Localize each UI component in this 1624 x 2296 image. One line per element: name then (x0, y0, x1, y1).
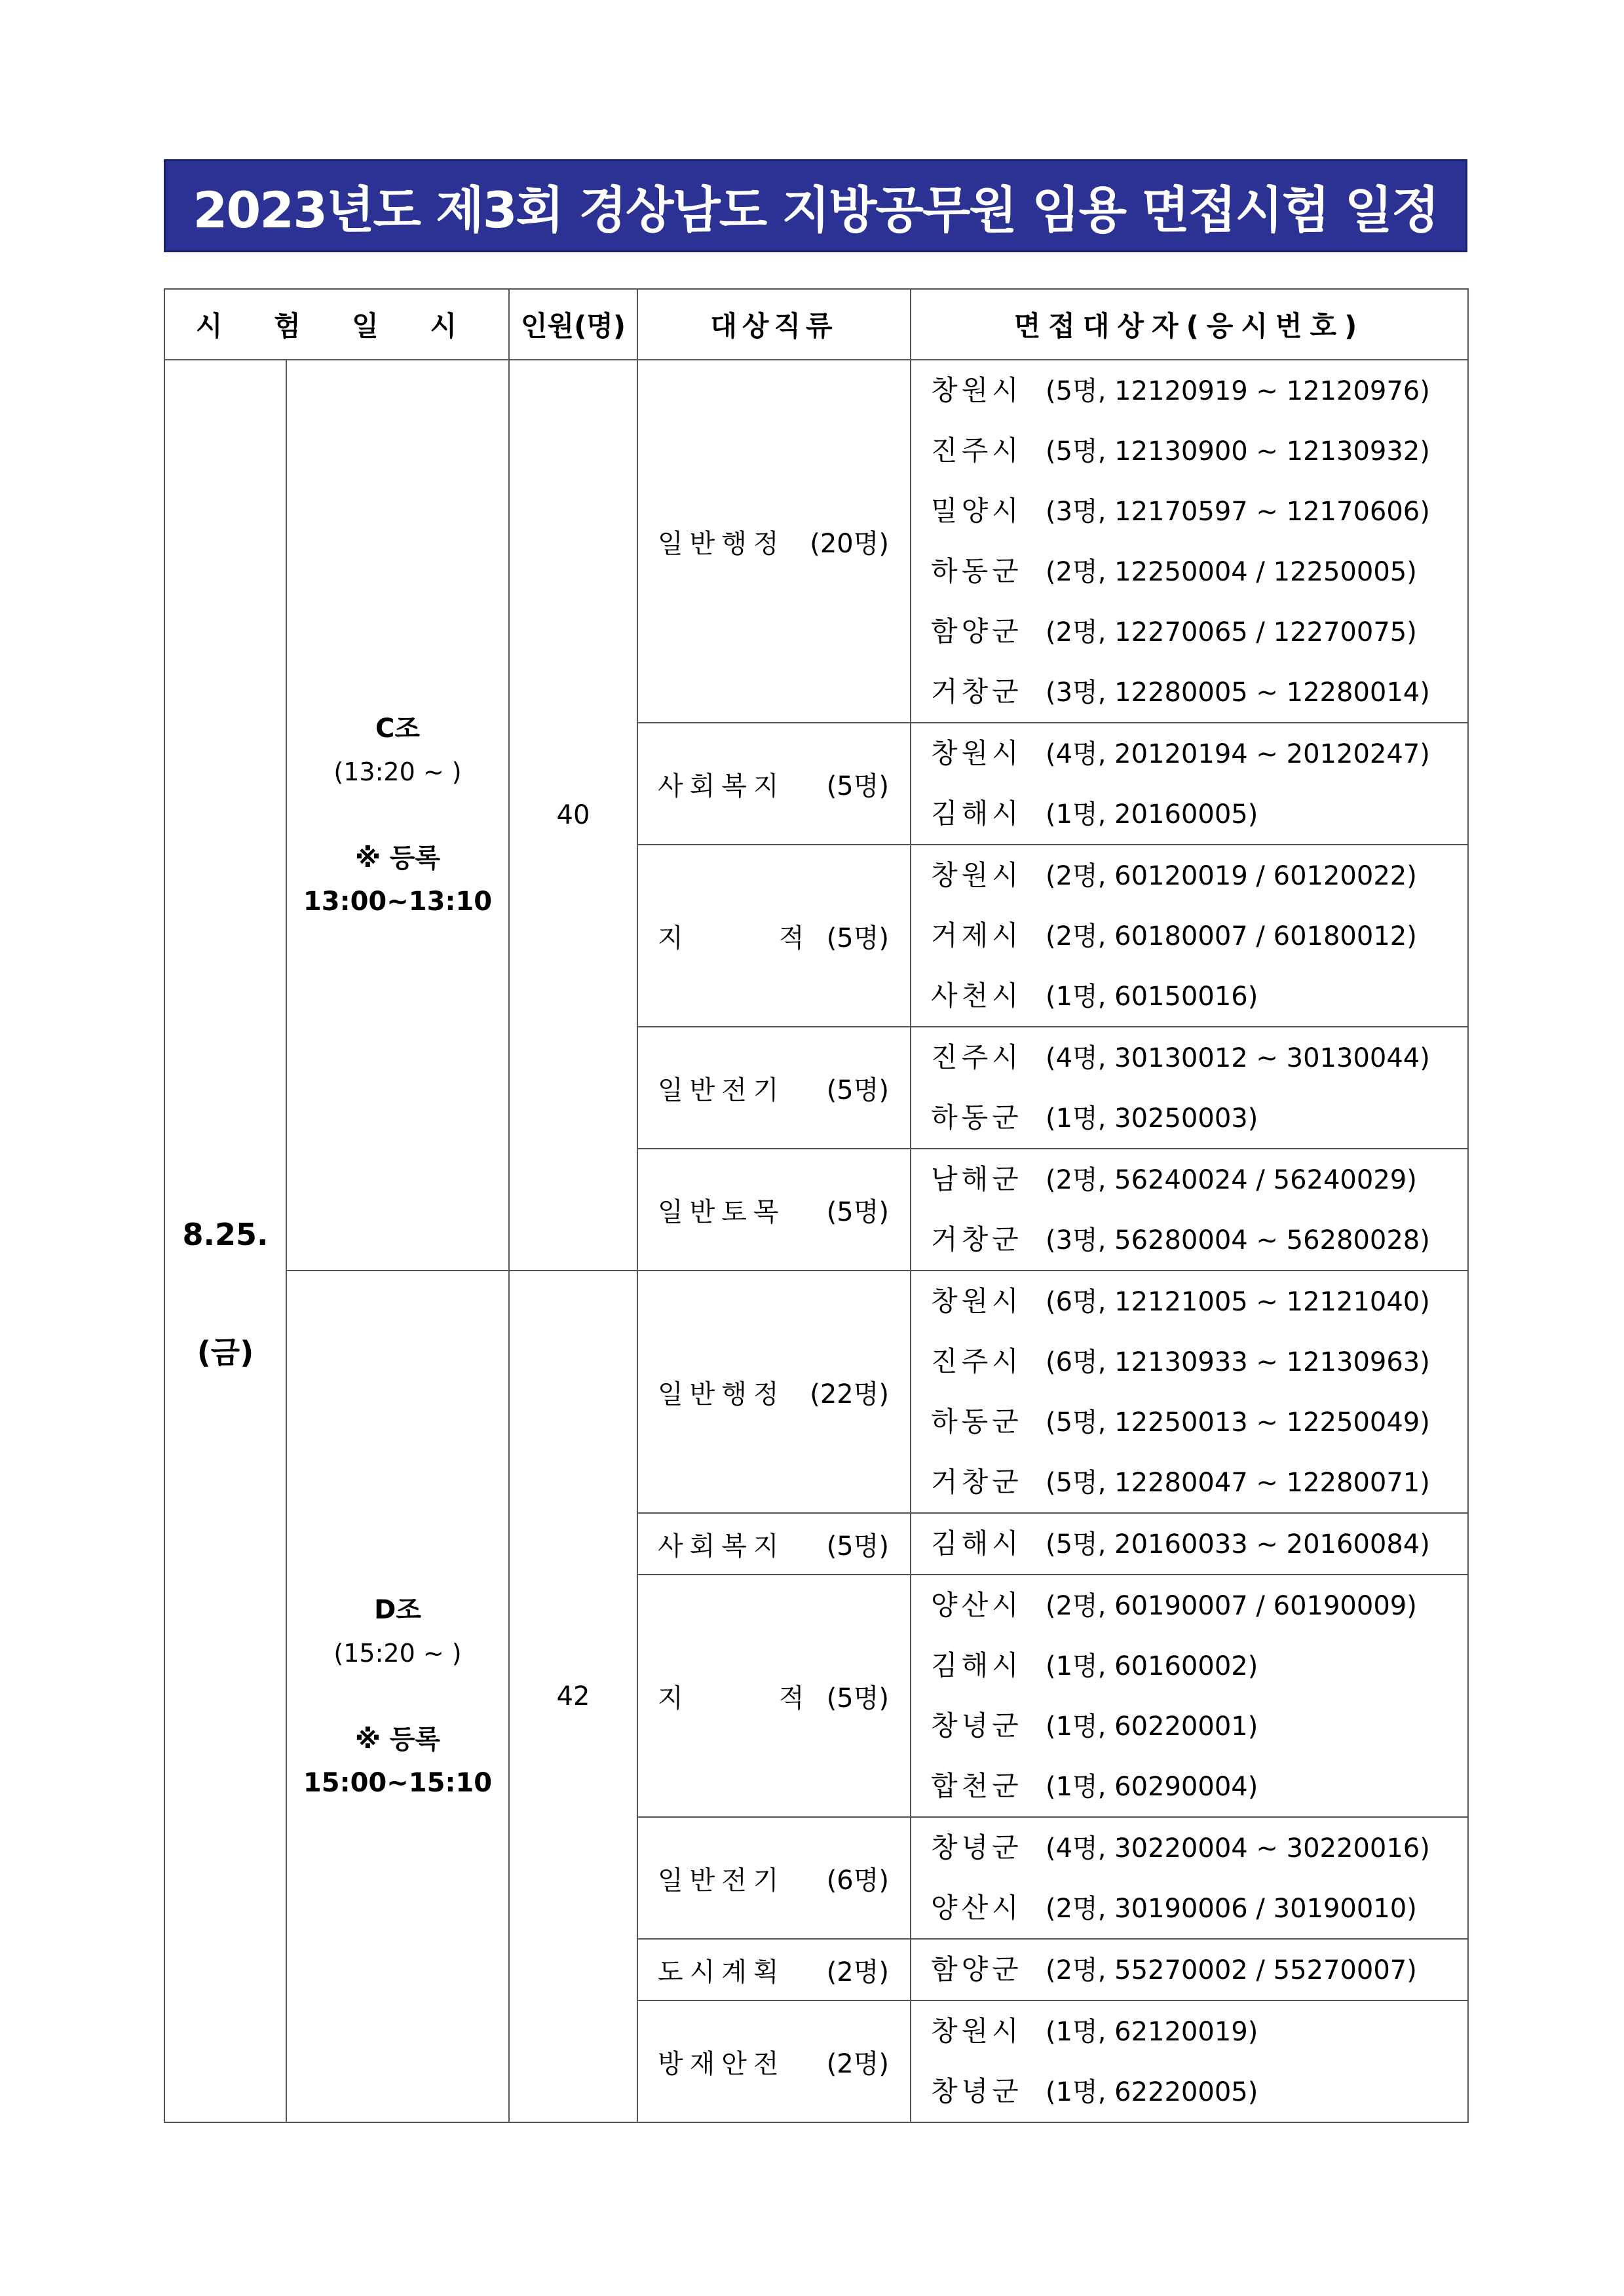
candidate-numbers: (1명, 62120019) (1046, 2017, 1258, 2047)
candidate-line (911, 1392, 1467, 1452)
candidate-city: 하동군 (931, 555, 1023, 587)
candidates-cell (911, 1149, 1468, 1271)
job-name: 일반토목 (658, 1196, 785, 1227)
candidate-city: 창원시 (931, 859, 1023, 891)
candidate-line (911, 1027, 1467, 1088)
job-name: 일반전기 (658, 1075, 785, 1105)
job-category (638, 1677, 910, 1715)
candidates-cell (911, 360, 1468, 723)
job-count: (20명) (810, 528, 889, 559)
candidates-cell (911, 1939, 1468, 2000)
candidate-numbers: (4명, 30130012 ~ 30130044) (1046, 1043, 1430, 1073)
candidate-numbers: (5명, 12130900 ~ 12130932) (1046, 436, 1430, 467)
candidate-line (911, 1088, 1467, 1148)
candidate-numbers: (6명, 12121005 ~ 12121040) (1046, 1287, 1430, 1317)
candidate-line (911, 845, 1467, 906)
job-category-cell (637, 360, 911, 723)
header-job: 대상직류 (637, 289, 911, 360)
candidate-numbers: (5명, 12250013 ~ 12250049) (1046, 1407, 1430, 1438)
candidate-line (911, 1575, 1467, 1636)
job-count: (2명) (826, 2048, 889, 2079)
job-category (638, 765, 910, 803)
candidate-line (911, 1696, 1467, 1756)
job-category (638, 1525, 910, 1563)
table-row (164, 1271, 1468, 1513)
candidate-numbers: (5명, 20160033 ~ 20160084) (1046, 1529, 1430, 1559)
candidate-line (911, 1514, 1467, 1574)
job-category (638, 1951, 910, 1989)
candidate-line (911, 1940, 1467, 2000)
candidate-numbers: (2명, 60190007 / 60190009) (1046, 1591, 1417, 1621)
candidate-city: 하동군 (931, 1406, 1023, 1438)
job-name: 지 적 (658, 923, 811, 953)
candidate-line (911, 906, 1467, 966)
candidate-city: 진주시 (931, 1041, 1023, 1073)
interview-schedule-table (164, 288, 1469, 2123)
candidate-city: 사천시 (931, 980, 1023, 1012)
candidate-numbers: (3명, 56280004 ~ 56280028) (1046, 1225, 1430, 1255)
candidate-line (911, 2001, 1467, 2061)
candidates-cell (911, 723, 1468, 845)
job-category-cell (637, 723, 911, 845)
group-name: C조 (375, 714, 420, 744)
candidate-city: 창원시 (931, 1285, 1023, 1317)
candidate-line (911, 784, 1467, 844)
candidates-cell (911, 1817, 1468, 1939)
candidates-cell (911, 1271, 1468, 1513)
job-count: (22명) (810, 1379, 889, 1409)
group-cell (286, 360, 509, 1271)
candidate-numbers: (1명, 60150016) (1046, 982, 1258, 1012)
candidate-city: 진주시 (931, 1345, 1023, 1377)
candidate-city: 창녕군 (931, 2075, 1023, 2107)
job-category-cell (637, 1939, 911, 2000)
job-category (638, 1373, 910, 1411)
registration-time: 13:00~13:10 (303, 887, 493, 917)
candidate-line (911, 421, 1467, 481)
candidate-line (911, 966, 1467, 1026)
group-count: 40 (509, 360, 637, 1271)
job-category (638, 1069, 910, 1107)
candidate-city: 김해시 (931, 1649, 1023, 1681)
candidate-city: 창원시 (931, 2015, 1023, 2047)
job-category-cell (637, 845, 911, 1027)
candidate-line (911, 1452, 1467, 1512)
candidate-city: 진주시 (931, 434, 1023, 467)
job-category-cell (637, 1575, 911, 1817)
candidate-numbers: (2명, 56240024 / 56240029) (1046, 1165, 1417, 1195)
job-category-cell (637, 1027, 911, 1149)
job-count: (5명) (826, 1531, 889, 1561)
candidate-city: 창녕군 (931, 1831, 1023, 1864)
job-count: (5명) (826, 1075, 889, 1105)
group-cell (286, 1271, 509, 2122)
candidate-numbers: (1명, 62220005) (1046, 2077, 1258, 2107)
candidate-numbers: (1명, 60160002) (1046, 1651, 1258, 1681)
candidate-numbers: (3명, 12170597 ~ 12170606) (1046, 497, 1430, 527)
job-name: 사회복지 (658, 1531, 785, 1561)
candidate-numbers: (5명, 12120919 ~ 12120976) (1046, 376, 1430, 406)
candidate-city: 하동군 (931, 1101, 1023, 1134)
candidate-line (911, 1878, 1467, 1938)
job-name: 일반행정 (658, 1379, 785, 1409)
group-count: 42 (509, 1271, 637, 2122)
date-cell (164, 360, 286, 2122)
candidate-numbers: (4명, 20120194 ~ 20120247) (1046, 739, 1430, 769)
header-candidates: 면접대상자(응시번호) (911, 289, 1468, 360)
table-row (164, 360, 1468, 723)
candidate-city: 창녕군 (931, 1710, 1023, 1742)
job-count: (5명) (826, 1683, 889, 1713)
registration-label: ※ 등록 (354, 843, 441, 873)
group-start-time: (13:20 ~ ) (333, 757, 462, 786)
candidates-cell (911, 1027, 1468, 1149)
header-datetime: 시 험 일 시 (164, 289, 509, 360)
job-count: (5명) (826, 923, 889, 953)
header-count: 인원(명) (509, 289, 637, 360)
date-block (165, 1176, 286, 1411)
job-name: 방재안전 (658, 2048, 785, 2079)
candidate-city: 함양군 (931, 615, 1023, 647)
candidate-city: 거제시 (931, 919, 1023, 951)
exam-date: 8.25. (182, 1217, 269, 1252)
job-category-cell (637, 1271, 911, 1513)
candidate-city: 양산시 (931, 1892, 1023, 1924)
job-category-cell (637, 2000, 911, 2122)
job-category (638, 1191, 910, 1229)
candidate-line (911, 662, 1467, 722)
job-count: (6명) (826, 1865, 889, 1896)
candidate-line (911, 360, 1467, 421)
candidate-city: 거창군 (931, 676, 1023, 708)
candidate-line (911, 1210, 1467, 1270)
candidate-numbers: (2명, 30190006 / 30190010) (1046, 1894, 1417, 1924)
candidate-line (911, 1271, 1467, 1331)
schedule-body (164, 360, 1468, 2122)
candidate-line (911, 1636, 1467, 1696)
job-category (638, 1860, 910, 1897)
candidate-numbers: (5명, 12280047 ~ 12280071) (1046, 1468, 1430, 1498)
candidate-numbers: (2명, 12270065 / 12270075) (1046, 617, 1417, 647)
candidate-line (911, 481, 1467, 541)
registration-label: ※ 등록 (354, 1725, 441, 1755)
candidate-numbers: (1명, 60220001) (1046, 1712, 1258, 1742)
candidate-numbers: (2명, 55270002 / 55270007) (1046, 1955, 1417, 1985)
candidates-cell (911, 2000, 1468, 2122)
document-title: 2023년도 제3회 경상남도 지방공무원 임용 면접시험 일정 (193, 180, 1439, 239)
candidate-line (911, 1756, 1467, 1816)
candidate-line (911, 723, 1467, 784)
candidate-city: 김해시 (931, 1527, 1023, 1559)
job-count: (5명) (826, 771, 889, 801)
candidates-cell (911, 1575, 1468, 1817)
job-category (638, 917, 910, 955)
candidates-cell (911, 1513, 1468, 1575)
document-title-banner (164, 159, 1467, 252)
candidate-line (911, 1331, 1467, 1392)
candidate-numbers: (1명, 20160005) (1046, 799, 1258, 830)
job-name: 일반전기 (658, 1865, 785, 1896)
candidate-city: 함양군 (931, 1953, 1023, 1985)
candidate-city: 거창군 (931, 1223, 1023, 1255)
job-category-cell (637, 1149, 911, 1271)
candidate-city: 남해군 (931, 1163, 1023, 1195)
candidate-numbers: (3명, 12280005 ~ 12280014) (1046, 678, 1430, 708)
candidate-numbers: (2명, 60180007 / 60180012) (1046, 921, 1417, 951)
group-start-time: (15:20 ~ ) (333, 1639, 462, 1668)
candidate-line (911, 2061, 1467, 2122)
job-category (638, 523, 910, 560)
candidate-numbers: (1명, 60290004) (1046, 1772, 1258, 1802)
candidate-numbers: (6명, 12130933 ~ 12130963) (1046, 1347, 1430, 1377)
job-category-cell (637, 1817, 911, 1939)
candidate-line (911, 1818, 1467, 1878)
job-count: (2명) (826, 1957, 889, 1987)
job-name: 사회복지 (658, 771, 785, 801)
candidate-city: 창원시 (931, 374, 1023, 406)
candidate-numbers: (2명, 12250004 / 12250005) (1046, 557, 1417, 587)
registration-time: 15:00~15:10 (303, 1768, 493, 1798)
job-name: 일반행정 (658, 528, 785, 559)
candidate-numbers: (1명, 30250003) (1046, 1103, 1258, 1134)
job-count: (5명) (826, 1196, 889, 1227)
candidate-city: 거창군 (931, 1466, 1023, 1498)
candidate-city: 합천군 (931, 1770, 1023, 1802)
job-name: 지 적 (658, 1683, 811, 1713)
candidate-line (911, 541, 1467, 602)
exam-weekday: (금) (197, 1335, 254, 1370)
candidate-city: 양산시 (931, 1589, 1023, 1621)
candidate-line (911, 1149, 1467, 1210)
group-name: D조 (374, 1595, 421, 1625)
job-category-cell (637, 1513, 911, 1575)
candidates-cell (911, 845, 1468, 1027)
candidate-city: 김해시 (931, 797, 1023, 830)
candidate-line (911, 602, 1467, 662)
candidate-city: 밀양시 (931, 495, 1023, 527)
table-header-row (164, 289, 1468, 360)
job-category (638, 2043, 910, 2080)
job-name: 도시계획 (658, 1957, 785, 1987)
candidate-numbers: (2명, 60120019 / 60120022) (1046, 861, 1417, 891)
candidate-city: 창원시 (931, 737, 1023, 769)
candidate-numbers: (4명, 30220004 ~ 30220016) (1046, 1833, 1430, 1864)
